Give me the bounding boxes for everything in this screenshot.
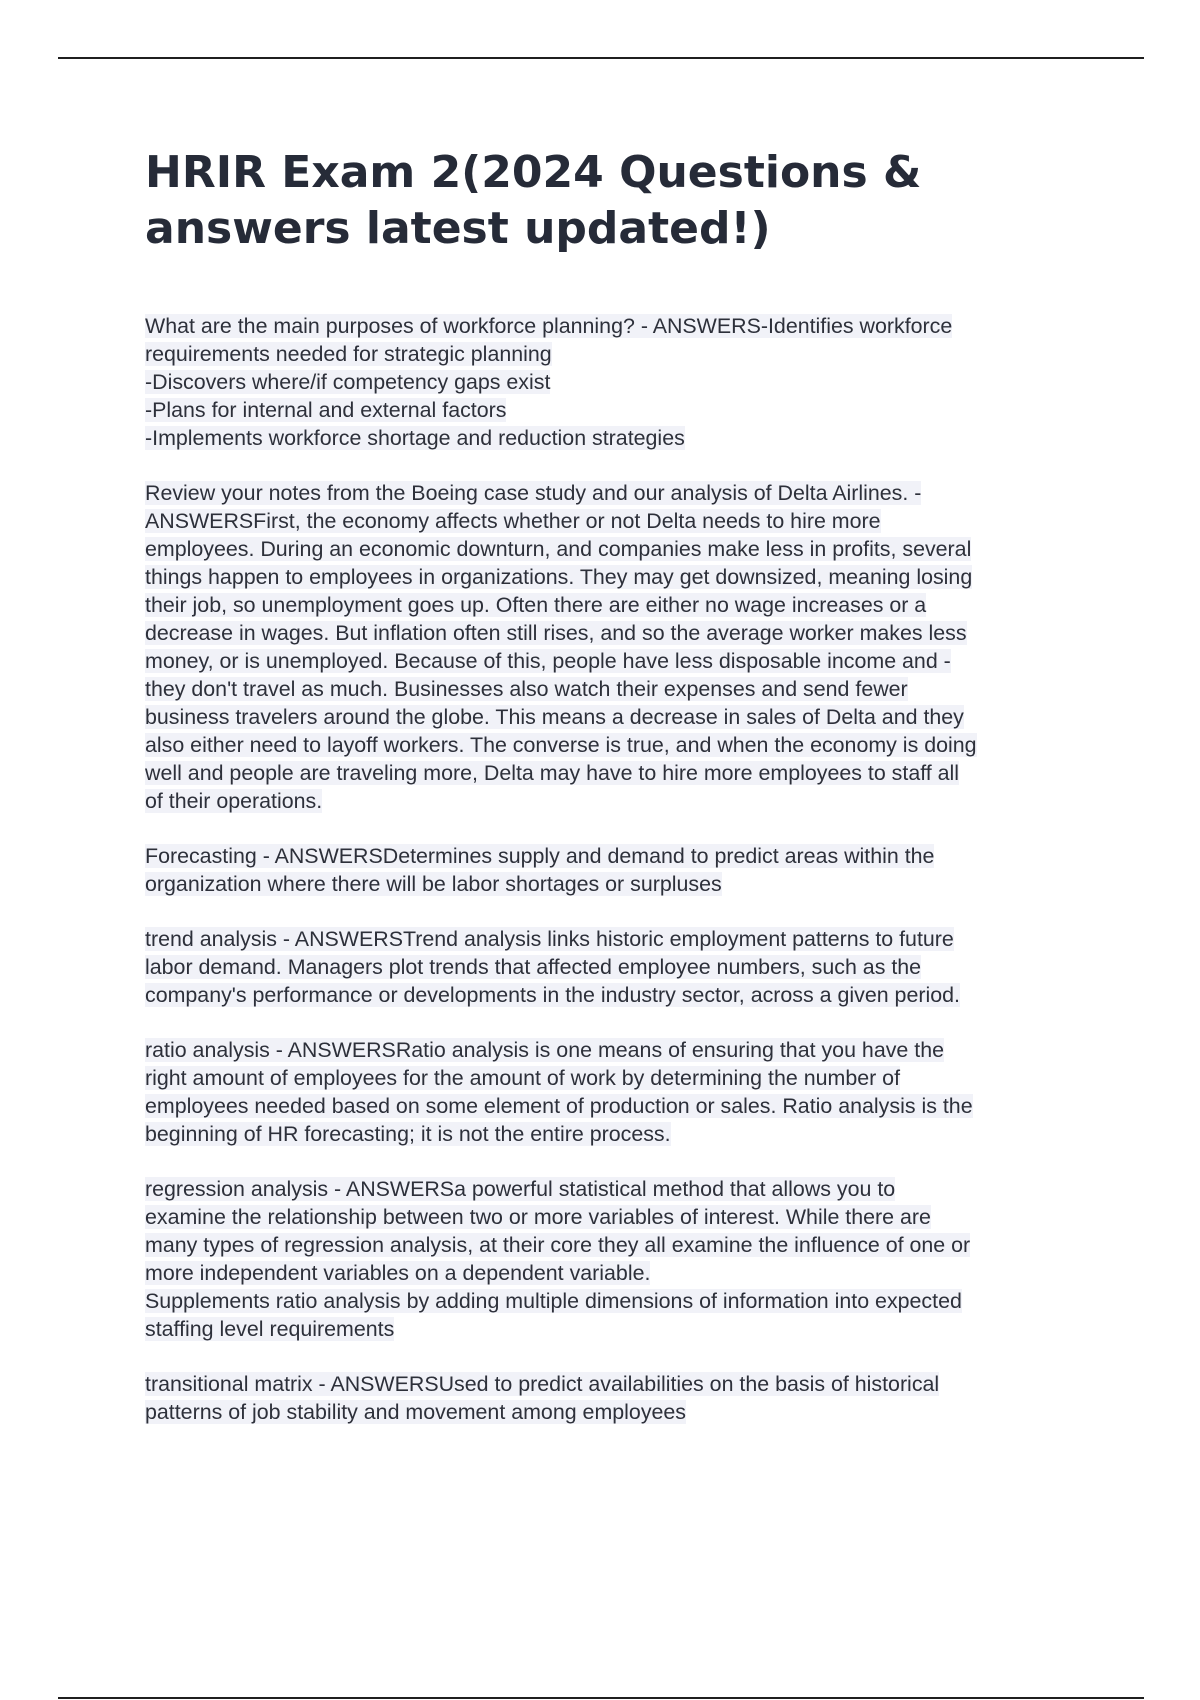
- qa-line: [145, 1064, 1095, 1092]
- qa-line-text: -Plans for internal and external factors: [145, 398, 507, 422]
- qa-line-text: well and people are traveling more, Delta may have to hire more employees to staff all: [145, 761, 960, 785]
- qa-entry: [145, 479, 1095, 815]
- qa-line: [145, 563, 1095, 591]
- qa-line: [145, 535, 1095, 563]
- qa-line: [145, 1287, 1095, 1315]
- qa-line: [145, 479, 1095, 507]
- qa-line-text: they don't travel as much. Businesses also watch their expenses and send fewer: [145, 677, 908, 701]
- qa-line: [145, 1036, 1095, 1064]
- qa-line-text: business travelers around the globe. This means a decrease in sales of Delta and they: [145, 705, 964, 729]
- qa-line-text: beginning of HR forecasting; it is not the entire process.: [145, 1122, 671, 1146]
- qa-line-text: more independent variables on a dependent variable.: [145, 1261, 651, 1285]
- qa-line: [145, 1120, 1095, 1148]
- qa-line: [145, 1370, 1095, 1398]
- qa-line: [145, 396, 1095, 424]
- qa-entry: [145, 842, 1095, 898]
- qa-line-text: labor demand. Managers plot trends that affected employee numbers, such as the: [145, 955, 922, 979]
- qa-line-text: also either need to layoff workers. The converse is true, and when the economy is doing: [145, 733, 977, 757]
- qa-line-text: transitional matrix - ANSWERSUsed to predict availabilities on the basis of historical: [145, 1372, 940, 1396]
- qa-entry: [145, 1175, 1095, 1343]
- qa-line-text: employees. During an economic downturn, and companies make less in profits, several: [145, 537, 972, 561]
- title-line: answers latest updated!): [145, 203, 771, 254]
- qa-line-text: things happen to employees in organizations. They may get downsized, meaning losing: [145, 565, 973, 589]
- document-body: [145, 312, 1095, 1453]
- qa-line-text: examine the relationship between two or more variables of interest. While there are: [145, 1205, 931, 1229]
- page-title: [145, 145, 1105, 257]
- qa-entry: [145, 1036, 1095, 1148]
- qa-line: [145, 424, 1095, 452]
- qa-line: [145, 703, 1095, 731]
- qa-line: [145, 731, 1095, 759]
- qa-line-text: Forecasting - ANSWERSDetermines supply and demand to predict areas within the: [145, 844, 935, 868]
- qa-line: [145, 340, 1095, 368]
- qa-line-text: decrease in wages. But inflation often still rises, and so the average worker makes less: [145, 621, 967, 645]
- qa-line-text: money, or is unemployed. Because of this, people have less disposable income and -: [145, 649, 951, 673]
- qa-line-text: many types of regression analysis, at their core they all examine the influence of one or: [145, 1233, 971, 1257]
- qa-line-text: regression analysis - ANSWERSa powerful statistical method that allows you to: [145, 1177, 896, 1201]
- qa-line: [145, 507, 1095, 535]
- qa-line: [145, 842, 1095, 870]
- qa-line-text: requirements needed for strategic planning: [145, 342, 552, 366]
- qa-line: [145, 619, 1095, 647]
- qa-line-text: trend analysis - ANSWERSTrend analysis links historic employment patterns to future: [145, 927, 954, 951]
- qa-entry: [145, 1370, 1095, 1426]
- header-rule: [58, 57, 1144, 59]
- title-line: HRIR Exam 2(2024 Questions &: [145, 147, 922, 198]
- qa-line: [145, 870, 1095, 898]
- qa-line-text: Supplements ratio analysis by adding multiple dimensions of information into expected: [145, 1289, 962, 1313]
- qa-line-text: ratio analysis - ANSWERSRatio analysis is one means of ensuring that you have the: [145, 1038, 944, 1062]
- footer-rule: [58, 1697, 1144, 1699]
- qa-line-text: patterns of job stability and movement among employees: [145, 1400, 687, 1424]
- qa-line: [145, 312, 1095, 340]
- qa-line: [145, 675, 1095, 703]
- qa-line: [145, 1092, 1095, 1120]
- qa-line-text: employees needed based on some element of production or sales. Ratio analysis is the: [145, 1094, 973, 1118]
- qa-line-text: What are the main purposes of workforce planning? - ANSWERS-Identifies workforce: [145, 314, 953, 338]
- qa-line-text: company's performance or developments in the industry sector, across a given period.: [145, 983, 960, 1007]
- qa-line: [145, 1175, 1095, 1203]
- qa-line-text: Review your notes from the Boeing case study and our analysis of Delta Airlines. -: [145, 481, 922, 505]
- qa-line: [145, 1203, 1095, 1231]
- qa-line: [145, 647, 1095, 675]
- qa-line-text: staffing level requirements: [145, 1317, 395, 1341]
- qa-line: [145, 759, 1095, 787]
- qa-line: [145, 591, 1095, 619]
- qa-entry: [145, 925, 1095, 1009]
- qa-line: [145, 1231, 1095, 1259]
- qa-line: [145, 1398, 1095, 1426]
- qa-line: [145, 953, 1095, 981]
- qa-line: [145, 981, 1095, 1009]
- qa-line: [145, 1259, 1095, 1287]
- qa-line: [145, 925, 1095, 953]
- qa-line: [145, 368, 1095, 396]
- qa-line-text: right amount of employees for the amount of work by determining the number of: [145, 1066, 901, 1090]
- qa-line-text: their job, so unemployment goes up. Often there are either no wage increases or a: [145, 593, 927, 617]
- qa-line-text: -Implements workforce shortage and reduction strategies: [145, 426, 685, 450]
- qa-line-text: -Discovers where/if competency gaps exist: [145, 370, 551, 394]
- qa-line-text: ANSWERSFirst, the economy affects whether or not Delta needs to hire more: [145, 509, 881, 533]
- qa-entry: [145, 312, 1095, 452]
- qa-line-text: organization where there will be labor shortages or surpluses: [145, 872, 722, 896]
- qa-line: [145, 1315, 1095, 1343]
- qa-line: [145, 787, 1095, 815]
- qa-line-text: of their operations.: [145, 789, 323, 813]
